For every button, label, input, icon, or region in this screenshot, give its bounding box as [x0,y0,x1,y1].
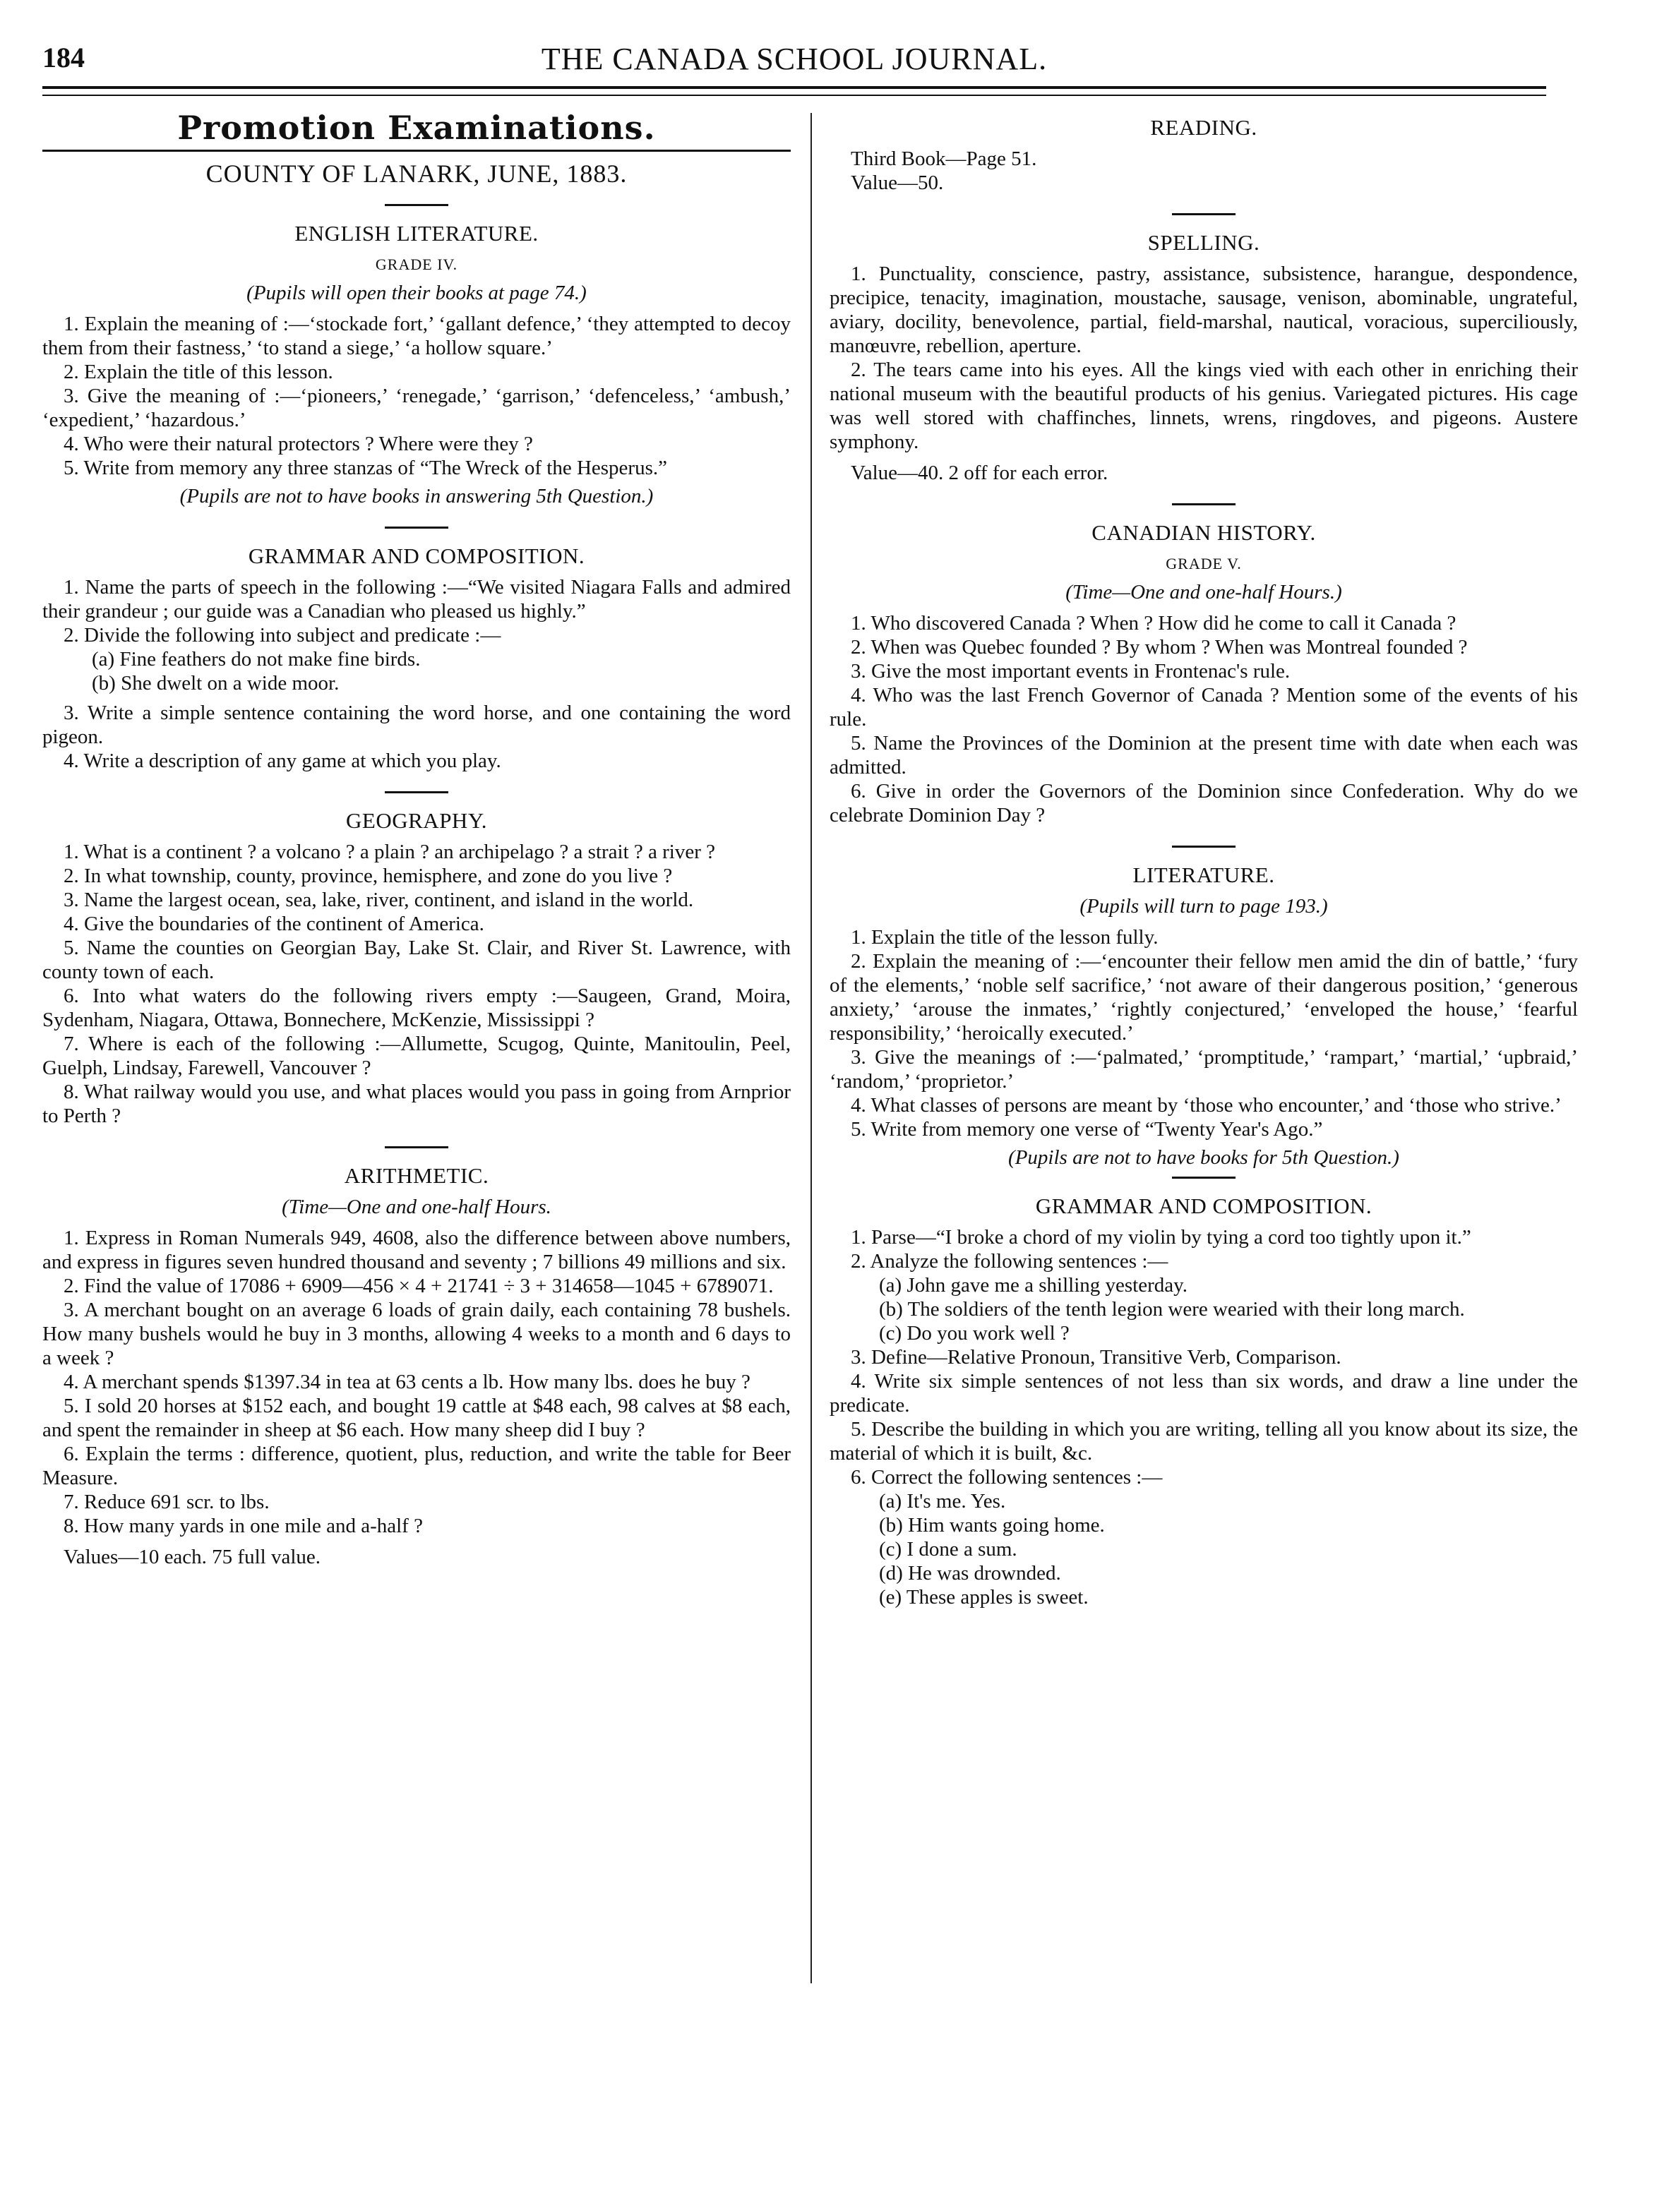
question: 5. Describe the building in which you are writing, telling all you know about its size, the material of which it is built, &c. [830,1418,1578,1465]
instruction-note: (Pupils will open their books at page 74.) [246,282,587,304]
section-rule [385,791,448,793]
question: 2. Divide the following into subject and predicate :— [64,624,501,647]
sub-question: (a) It's me. Yes. [879,1490,1006,1513]
question: 3. Write a simple sentence containing the word horse, and one containing the word pigeon. [42,702,791,748]
grade-label: GRADE V. [1166,555,1242,572]
sub-question: (c) I done a sum. [879,1538,1017,1561]
header-rule-thick [42,86,1546,89]
grammar-title: GRAMMAR AND COMPOSITION. [248,543,585,568]
question: 7. Reduce 691 scr. to lbs. [64,1491,270,1513]
section-rule [1172,1177,1236,1179]
journal-title: THE CANADA SCHOOL JOURNAL. [541,42,1048,76]
spelling-title: SPELLING. [1147,230,1260,255]
question: 2. Analyze the following sentences :— [851,1250,1168,1273]
question: 2. The tears came into his eyes. All the kings vied with each other in enriching their national museum with the beautiful products of his genius. Variegated pictures. His cage was well stored with chaffinches, linnets, wrens, ringdoves, and pigeons. Austere symphony. [830,359,1578,453]
instruction-note: (Pupils are not to have books for 5th Question.) [1008,1146,1399,1169]
question: 3. Name the largest ocean, sea, lake, river, continent, and island in the world. [64,889,694,911]
section-banner: Promotion Examinations. [177,109,656,147]
sub-question: (c) Do you work well ? [879,1322,1070,1345]
question: 6. Correct the following sentences :— [851,1466,1163,1489]
question: 8. How many yards in one mile and a-half ? [64,1515,423,1537]
geography-title: GEOGRAPHY. [346,808,487,833]
question: 4. Give the boundaries of the continent of America. [64,913,484,935]
question: 1. Name the parts of speech in the following :—“We visited Niagara Falls and admired their grandeur ; our guide was a Canadian who pleased us highly.” [42,576,791,623]
question: 4. Write a description of any game at which you play. [64,750,501,772]
grammar-title: GRAMMAR AND COMPOSITION. [1035,1194,1372,1218]
question: 1. Who discovered Canada ? When ? How did he come to call it Canada ? [851,612,1456,635]
left-column [42,109,791,1569]
question: 1. Explain the meaning of :—‘stockade fort,’ ‘gallant defence,’ ‘they attempted to decoy them from their fastness,’ ‘to stand a siege,’ ‘a hollow square.’ [42,313,791,359]
instruction-note: (Pupils are not to have books in answering 5th Question.) [179,485,654,507]
question: 5. Write from memory any three stanzas of “The Wreck of the Hesperus.” [64,457,667,479]
question: 4. What classes of persons are meant by ‘those who encounter,’ and ‘those who strive.’ [851,1094,1562,1117]
arithmetic-title: ARITHMETIC. [344,1163,489,1188]
section-rule [385,1146,448,1148]
question: 7. Where is each of the following :—Allumette, Scugog, Quinte, Manitoulin, Peel, Guelph, Lindsay, Farewell, Vancouver ? [42,1033,791,1079]
question: 2. Find the value of 17086 + 6909—456 × 4 + 21741 ÷ 3 + 314658—1045 + 6789071. [64,1275,774,1297]
sub-question: (b) The soldiers of the tenth legion were wearied with their long march. [879,1298,1465,1321]
question: 8. What railway would you use, and what places would you pass in going from Arnprior to Perth ? [42,1081,791,1127]
section-rule [385,204,448,206]
question: 1. Express in Roman Numerals 949, 4608, also the difference between above numbers, and express in figures seven hundred thousand and seventy ; 7 billions 49 millions and six. [42,1227,791,1273]
question: 6. Give in order the Governors of the Dominion since Confederation. Why do we celebrate Dominion Day ? [830,780,1578,827]
question: 2. When was Quebec founded ? By whom ? When was Montreal founded ? [851,636,1468,659]
section-rule [1172,213,1236,215]
page-number: 184 [42,42,85,73]
sub-question: (b) Him wants going home. [879,1514,1105,1537]
question: 2. In what township, county, province, hemisphere, and zone do you live ? [64,865,673,887]
literature-title: LITERATURE. [1132,862,1275,887]
sub-question: (a) Fine feathers do not make fine birds. [92,648,421,671]
question: 3. Give the meaning of :—‘pioneers,’ ‘renegade,’ ‘garrison,’ ‘defenceless,’ ‘ambush,’ ‘expedient,’ ‘hazardous.’ [42,385,791,431]
values-line: Value—40. 2 off for each error. [851,462,1108,484]
sub-question: (a) John gave me a shilling yesterday. [879,1274,1188,1297]
sub-question: (b) She dwelt on a wide moor. [92,672,340,695]
grade-label: GRADE IV. [375,256,458,273]
sub-question: (d) He was drownded. [879,1562,1061,1585]
english-literature-title: ENGLISH LITERATURE. [294,221,539,246]
question: 5. Write from memory one verse of “Twenty Year's Ago.” [851,1118,1323,1141]
question: 1. Explain the title of the lesson fully. [851,926,1159,949]
question: 3. Give the most important events in Frontenac's rule. [851,660,1291,683]
instruction-note: (Time—One and one-half Hours.) [1065,581,1342,603]
page-header [42,28,1546,78]
reading-line: Value—50. [851,172,944,194]
question: 5. Name the counties on Georgian Bay, Lake St. Clair, and River St. Lawrence, with county town of each. [42,937,791,983]
instruction-note: (Time—One and one-half Hours. [282,1196,551,1218]
banner-rule [42,150,791,152]
question: 1. Punctuality, conscience, pastry, assistance, subsistence, harangue, despondence, precipice, tenacity, imagination, moustache, sausage, venison, abominable, ungrateful, aviary, docility, benevolence, partial, field-marshal, nautical, voracious, superciliously, manœuvre, rebellion, aperture. [830,263,1578,357]
question: 2. Explain the title of this lesson. [64,361,333,383]
county-heading: COUNTY OF LANARK, JUNE, 1883. [205,160,628,188]
question: 6. Explain the terms : difference, quotient, plus, reduction, and write the table for Beer Measure. [42,1443,791,1489]
question: 1. Parse—“I broke a chord of my violin by tying a cord too tightly upon it.” [851,1226,1471,1249]
reading-title: READING. [1150,115,1257,140]
question: 1. What is a continent ? a volcano ? a plain ? an archipelago ? a strait ? a river ? [64,841,716,863]
question: 4. Who was the last French Governor of Canada ? Mention some of the events of his rule. [830,684,1578,731]
question: 4. A merchant spends $1397.34 in tea at 63 cents a lb. How many lbs. does he buy ? [64,1371,750,1393]
values-line: Values—10 each. 75 full value. [64,1546,321,1568]
instruction-note: (Pupils will turn to page 193.) [1079,895,1328,918]
section-rule [1172,846,1236,848]
column-divider [810,113,812,1983]
section-rule [1172,503,1236,505]
question: 6. Into what waters do the following rivers empty :—Saugeen, Grand, Moira, Sydenham, Niagara, Ottawa, Bonnechere, McKenzie, Mississippi ? [42,985,791,1031]
header-rule-thin [42,95,1546,96]
question: 3. Give the meanings of :—‘palmated,’ ‘promptitude,’ ‘rampart,’ ‘martial,’ ‘upbraid,’ ‘random,’ ‘proprietor.’ [830,1046,1578,1093]
reading-line: Third Book—Page 51. [851,148,1037,170]
question: 5. I sold 20 horses at $152 each, and bought 19 cattle at $48 each, 98 calves at $8 each, and spent the remainder in sheep at $6 each. How many sheep did I buy ? [42,1395,791,1441]
section-rule [385,527,448,529]
right-column [830,113,1578,1609]
question: 4. Write six simple sentences of not less than six words, and draw a line under the predicate. [830,1370,1578,1417]
question: 4. Who were their natural protectors ? Where were they ? [64,433,533,455]
canadian-history-title: CANADIAN HISTORY. [1091,520,1316,545]
question: 5. Name the Provinces of the Dominion at the present time with date when each was admitted. [830,732,1578,779]
question: 2. Explain the meaning of :—‘encounter their fellow men amid the din of battle,’ ‘fury of the elements,’ ‘noble self sacrifice,’ ‘not aware of their dangerous position,’ ‘generous anxiety,’ ‘arouse the inmates,’ ‘rightly conjectured,’ ‘enveloped the house,’ ‘fearful responsibility,’ ‘heroically executed.’ [830,950,1578,1045]
question: 3. Define—Relative Pronoun, Transitive Verb, Comparison. [851,1346,1341,1369]
question: 3. A merchant bought on an average 6 loads of grain daily, each containing 78 bushels. How many bushels would he buy in 3 months, allowing 4 weeks to a month and 6 days to a week ? [42,1299,791,1369]
sub-question: (e) These apples is sweet. [879,1586,1089,1609]
